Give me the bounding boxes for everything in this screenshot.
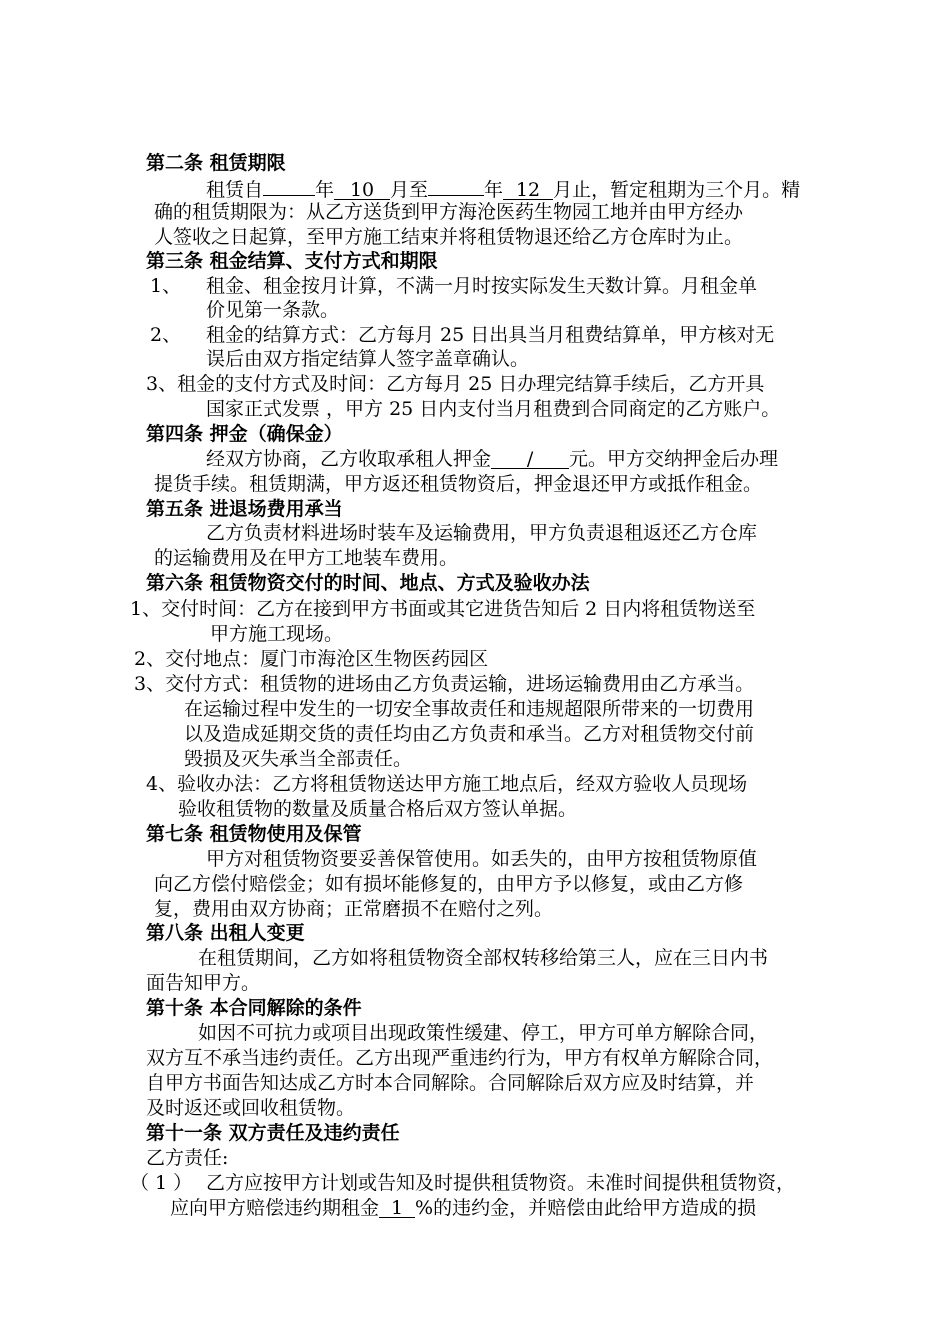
article-3-item-2-line-2: 误后由双方指定结算人签字盖章确认。 [206, 348, 530, 370]
article-6-item-4-line-1: 4、验收办法：乙方将租赁物送达甲方施工地点后，经双方验收人员现场 [146, 773, 748, 795]
article-4-line-1 [206, 447, 778, 471]
article-6-item-3-line-2: 在运输过程中发生的一切安全事故责任和违规超限所带来的一切费用 [184, 698, 755, 720]
article-11-item-1-number: （ 1 ） [130, 1172, 193, 1194]
year-blank-1 [263, 175, 315, 196]
article-3-item-1-line-2: 价见第一条款。 [206, 299, 340, 321]
article-4-line-2: 提货手续。租赁期满，甲方返还租赁物资后，押金退还甲方或抵作租金。 [154, 473, 763, 495]
article-11-subheading: 乙方责任: [146, 1147, 229, 1169]
article-5-line-1: 乙方负责材料进场时装车及运输费用，甲方负责退租返还乙方仓库 [206, 522, 758, 544]
article-3-item-3-line-2: 国家正式发票 ，甲方 25 日内支付当月租费到合同商定的乙方账户。 [206, 398, 781, 420]
article-5-line-2: 的运输费用及在甲方工地装车费用。 [154, 547, 459, 569]
year-blank-2 [428, 175, 484, 196]
article-3-item-2-line-1: 租金的结算方式：乙方每月 25 日出具当月租费结算单，甲方核对无 [206, 324, 775, 346]
article-6-item-3-line-1: 3、交付方式：租赁物的进场由乙方负责运输，进场运输费用由乙方承当。 [134, 673, 755, 695]
article-8-heading: 第八条 出租人变更 [146, 922, 305, 944]
article-7-line-3: 复，费用由双方协商；正常磨损不在赔付之列。 [154, 898, 554, 920]
article-5-heading: 第五条 进退场费用承当 [146, 498, 343, 520]
article-6-item-3-line-3: 以及造成延期交货的责任均由乙方负责和承当。乙方对租赁物交付前 [184, 723, 755, 745]
article-11-heading: 第十一条 双方责任及违约责任 [146, 1122, 400, 1144]
article-7-line-2: 向乙方偿付赔偿金；如有损坏能修复的，由甲方予以修复，或由乙方修 [154, 873, 744, 895]
text: 租赁自 [206, 179, 264, 201]
text: 月止，暂定租期为三个月。精 [553, 179, 801, 201]
article-7-line-1: 甲方对租赁物资要妥善保管使用。如丢失的，由甲方按租赁物原值 [206, 848, 758, 870]
article-11-item-1-line-1: 乙方应按甲方计划或告知及时提供租赁物资。未准时间提供租赁物资， [206, 1172, 796, 1194]
text: 应向甲方赔偿违约期租金 [170, 1197, 380, 1219]
article-8-line-1: 在租赁期间，乙方如将租赁物资全部权转移给第三人，应在三日内书 [198, 947, 769, 969]
article-3-item-1-line-1: 租金、租金按月计算，不满一月时按实际发生天数计算。月租金单 [206, 275, 758, 297]
article-10-line-1: 如因不可抗力或项目出现政策性缓建、停工，甲方可单方解除合同， [198, 1022, 769, 1044]
article-6-item-4-line-2: 验收租赁物的数量及质量合格后双方签认单据。 [178, 798, 578, 820]
article-3-item-2-number: 2、 [150, 324, 182, 346]
article-6-item-1-line-2: 甲方施工现场。 [210, 623, 344, 645]
text: 年 [484, 179, 504, 201]
article-6-heading: 第六条 租赁物资交付的时间、地点、方式及验收办法 [146, 572, 590, 594]
text: 元。甲方交纳押金后办理 [569, 448, 779, 470]
article-10-line-2: 双方互不承当违约责任。乙方出现严重违约行为，甲方有权单方解除合同， [146, 1047, 774, 1069]
article-11-item-1-line-2 [170, 1196, 756, 1220]
text: %的违约金，并赔偿由此给甲方造成的损 [415, 1197, 757, 1219]
article-2-line-2: 确的租赁期限为：从乙方送货到甲方海沧医药生物园工地并由甲方经办 [154, 201, 744, 223]
text: 经双方协商，乙方收取承租人押金 [206, 448, 492, 470]
article-10-heading: 第十条 本合同解除的条件 [146, 997, 362, 1019]
article-4-heading: 第四条 押金（确保金） [146, 423, 343, 445]
month-value-1: 10 [334, 179, 390, 200]
article-6-item-1-line-1: 1、交付时间：乙方在接到甲方书面或其它进货告知后 2 日内将租赁物送至 [130, 598, 756, 620]
deposit-amount: / [491, 448, 569, 469]
penalty-rate: 1 [379, 1197, 415, 1218]
article-2-heading: 第二条 租赁期限 [146, 152, 286, 174]
article-3-item-1-number: 1、 [150, 275, 182, 297]
article-3-item-3-line-1: 3、租金的支付方式及时间：乙方每月 25 日办理完结算手续后，乙方开具 [146, 373, 765, 395]
article-3-heading: 第三条 租金结算、支付方式和期限 [146, 250, 438, 272]
article-6-item-2-line-1: 2、交付地点：厦门市海沧区生物医药园区 [134, 648, 489, 670]
month-value-2: 12 [503, 179, 553, 200]
article-8-line-2: 面告知甲方。 [146, 972, 261, 994]
text: 月至 [390, 179, 429, 201]
article-2-line-1 [206, 175, 800, 202]
text: 年 [315, 179, 335, 201]
article-2-line-3: 人签收之日起算，至甲方施工结束并将租赁物退还给乙方仓库时为止。 [154, 226, 744, 248]
article-10-line-4: 及时返还或回收租赁物。 [146, 1097, 356, 1119]
article-10-line-3: 自甲方书面告知达成乙方时本合同解除。合同解除后双方应及时结算，并 [146, 1072, 755, 1094]
article-7-heading: 第七条 租赁物使用及保管 [146, 823, 362, 845]
article-6-item-3-line-4: 毁损及灭失承当全部责任。 [184, 748, 413, 770]
